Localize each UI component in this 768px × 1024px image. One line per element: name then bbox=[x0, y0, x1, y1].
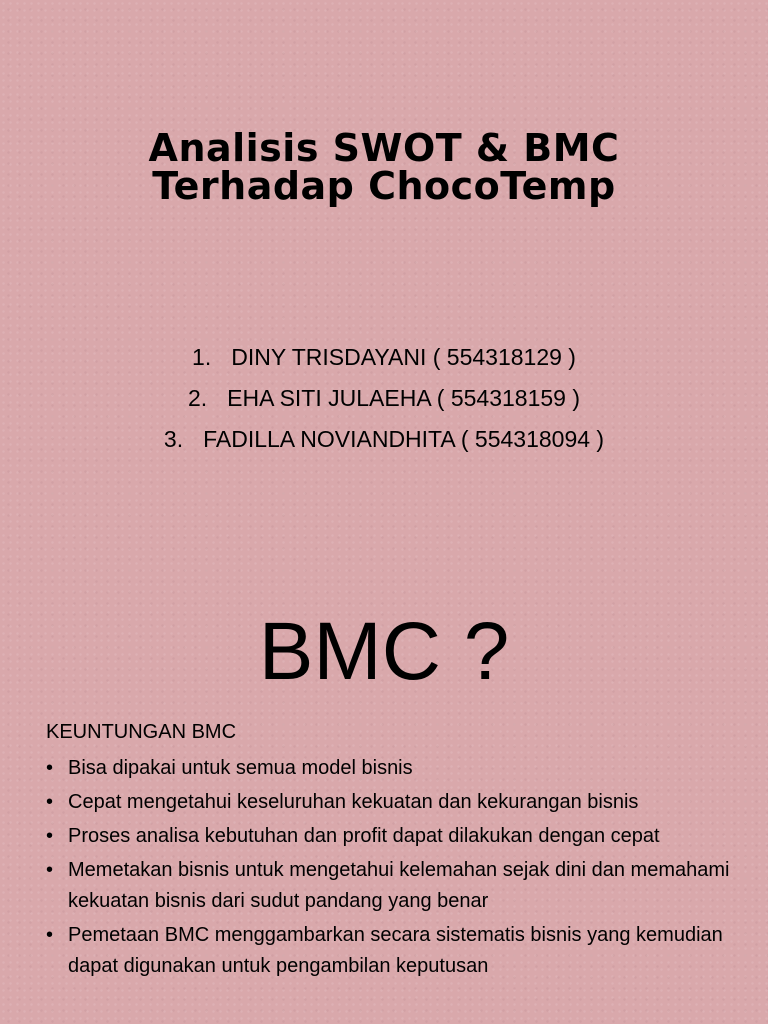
title-line-2: Terhadap ChocoTemp bbox=[152, 164, 616, 208]
list-item-text: Memetakan bisnis untuk mengetahui kelemahan sejak dini dan memahami kekuatan bisnis dari sudut pandang yang benar bbox=[68, 859, 730, 912]
bmc-slide bbox=[0, 512, 768, 1024]
bullet-icon: • bbox=[46, 757, 54, 779]
advantages-list bbox=[46, 753, 736, 985]
bullet-icon: • bbox=[46, 924, 54, 946]
member-item bbox=[0, 419, 768, 460]
bullet-icon: • bbox=[46, 791, 54, 813]
list-item bbox=[46, 920, 736, 982]
member-list bbox=[0, 337, 768, 460]
section-label: KEUNTUNGAN BMC bbox=[46, 721, 237, 743]
list-item-text: Proses analisa kebutuhan dan profit dapat dilakukan dengan cepat bbox=[68, 825, 660, 847]
title-line-1: Analisis SWOT & BMC bbox=[148, 126, 620, 170]
list-item bbox=[46, 821, 736, 852]
member-number: 3. bbox=[163, 426, 184, 452]
list-item-text: Pemetaan BMC menggambarkan secara sistematis bisnis yang kemudian dapat digunakan untuk pengambilan keputusan bbox=[68, 924, 723, 977]
bmc-heading: BMC ? bbox=[258, 606, 510, 697]
list-item-text: Cepat mengetahui keseluruhan kekuatan dan kekurangan bisnis bbox=[68, 791, 639, 813]
list-item bbox=[46, 787, 736, 818]
member-number: 2. bbox=[187, 385, 208, 411]
member-number: 1. bbox=[192, 344, 212, 370]
bullet-icon: • bbox=[46, 859, 54, 881]
member-name: FADILLA NOVIANDHITA ( 554318094 ) bbox=[203, 426, 605, 452]
member-item bbox=[0, 337, 768, 378]
member-item bbox=[0, 378, 768, 419]
member-name: DINY TRISDAYANI ( 554318129 ) bbox=[231, 344, 576, 370]
list-item bbox=[46, 855, 736, 917]
member-name: EHA SITI JULAEHA ( 554318159 ) bbox=[227, 385, 581, 411]
list-item-text: Bisa dipakai untuk semua model bisnis bbox=[68, 757, 413, 779]
list-item bbox=[46, 753, 736, 784]
bullet-icon: • bbox=[46, 825, 54, 847]
slide-title bbox=[0, 126, 768, 208]
